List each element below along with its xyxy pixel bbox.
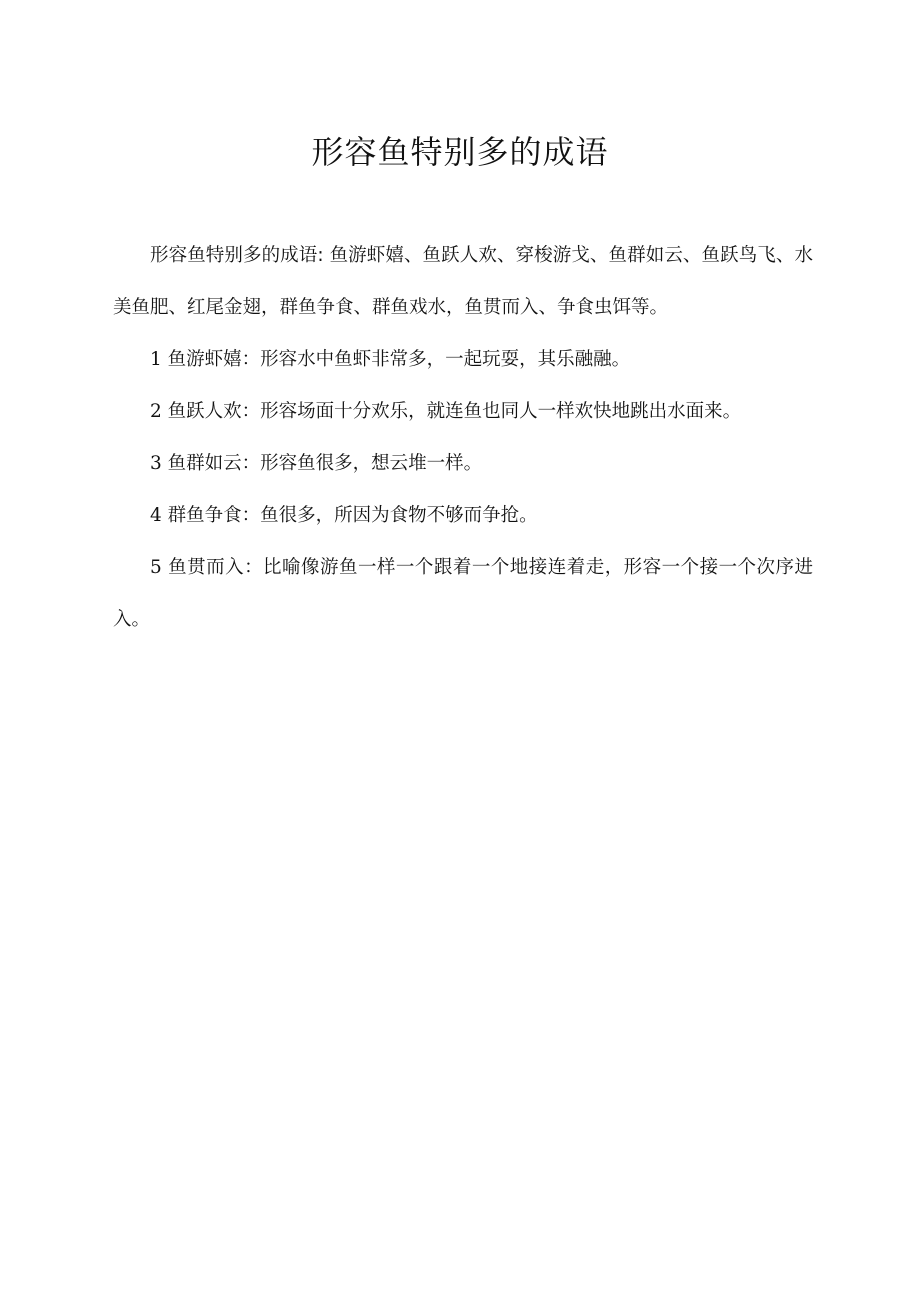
item-number: 5 [150, 557, 162, 578]
document-body [113, 230, 813, 646]
item-number: 3 [150, 453, 162, 474]
item-number: 4 [150, 505, 162, 526]
item-text: 鱼群如云：形容鱼很多，想云堆一样。 [167, 453, 483, 474]
item-text: 鱼贯而入：比喻像游鱼一样一个跟着一个地接连着走，形容一个接一个次序进入。 [113, 557, 813, 630]
item-number: 2 [150, 401, 162, 422]
item-text: 鱼跃人欢：形容场面十分欢乐，就连鱼也同人一样欢快地跳出水面来。 [167, 401, 742, 422]
list-item [113, 490, 813, 542]
item-text: 群鱼争食：鱼很多，所因为食物不够而争抢。 [167, 505, 538, 526]
item-text: 鱼游虾嬉：形容水中鱼虾非常多，一起玩耍，其乐融融。 [167, 349, 631, 370]
list-item [113, 542, 813, 646]
page-title: 形容鱼特别多的成语 [311, 133, 609, 171]
list-item [113, 438, 813, 490]
list-item [113, 334, 813, 386]
intro-paragraph: 形容鱼特别多的成语: 鱼游虾嬉、鱼跃人欢、穿梭游戈、鱼群如云、鱼跃鸟飞、水美鱼肥、红尾金翅，群鱼争食、群鱼戏水，鱼贯而入、争食虫饵等。 [113, 245, 813, 318]
item-number: 1 [150, 349, 162, 370]
list-item [113, 386, 813, 438]
